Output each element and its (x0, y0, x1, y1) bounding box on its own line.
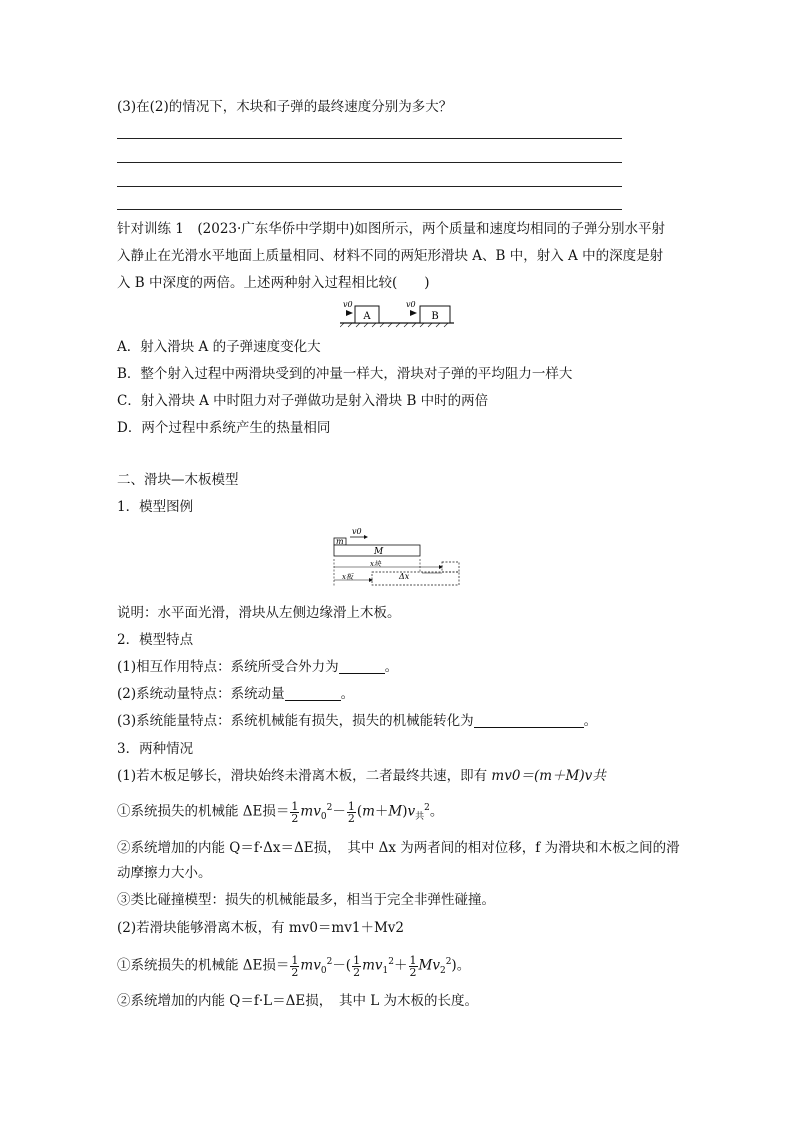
item-1-heading: 1．模型图例 (117, 499, 194, 515)
section-heading: 二、滑块—木板模型 (117, 472, 239, 488)
item-3-heading: 3．两种情况 (117, 741, 194, 757)
case-1: (1)若木板足够长，滑块始终未滑离木板，二者最终共速，即有 mv0＝(m＋M)v共 (117, 768, 606, 784)
answer-line (117, 138, 622, 139)
training-line-1: 针对训练 1 (2023·广东华侨中学期中)如图所示，两个质量和速度均相同的子弹分别水平射 (117, 221, 666, 237)
fill-blank[interactable] (285, 686, 341, 701)
m-label: m (336, 537, 344, 546)
fill-blank[interactable] (474, 713, 584, 728)
x-block-label: x块 (370, 560, 381, 568)
training-line-3: 入 B 中深度的两倍。上述两种射入过程相比较( ) (117, 275, 430, 291)
case-2-energy-loss: ①系统损失的机械能 ΔE损＝ $\frac{1}{2}$ $mv_0^2-$( $\frac{1}{2}$ $mv_1^2+$ $\frac{1}{2}$ $Mv_2^2$)。 (117, 953, 471, 979)
fraction: $\frac{1}{2}$ (291, 953, 299, 979)
case-2: (2)若滑块能够滑离木板，有 mv0＝mv1＋Mv2 (117, 920, 404, 936)
item-2-heading: 2．模型特点 (117, 632, 194, 648)
bullet-blocks-figure (340, 298, 456, 328)
feature-3: (3)系统能量特点：系统机械能有损失，损失的机械能转化为 。 (117, 713, 598, 729)
option-d: D．两个过程中系统产生的热量相同 (117, 420, 331, 436)
M-label: M (374, 547, 384, 557)
case-1-analogy: ③类比碰撞模型：损失的机械能最多，相当于完全非弹性碰撞。 (117, 892, 495, 908)
question-3-text: (3)在(2)的情况下，木块和子弹的最终速度分别为多大？ (117, 99, 453, 115)
figure-note: 说明：水平面光滑，滑块从左侧边缘滑上木板。 (117, 605, 401, 621)
v0-label: v0 (352, 527, 362, 536)
case-1-internal-energy-cont: 动摩擦力大小。 (117, 865, 212, 881)
fraction: $\frac{1}{2}$ (347, 799, 355, 825)
feature-1: (1)相互作用特点：系统所受合外力为 。 (117, 659, 399, 675)
fraction: $\frac{1}{2}$ (291, 799, 299, 825)
option-a: A．射入滑块 A 的子弹速度变化大 (117, 339, 321, 355)
option-b: B．整个射入过程中两滑块受到的冲量一样大，滑块对子弹的平均阻力一样大 (117, 366, 573, 382)
block-a-label: A (363, 311, 371, 322)
case-1-internal-energy: ②系统增加的内能 Q＝f·Δx＝ΔE损， 其中 Δx 为两者间的相对位移，f 为滑块和木板之间的滑 (117, 840, 680, 856)
slider-board-figure (330, 525, 466, 591)
answer-line (117, 186, 622, 187)
velocity-label-b: v0 (406, 300, 416, 309)
case-1-energy-loss: ①系统损失的机械能 ΔE损＝ $\frac{1}{2}$ $mv_0^2-$ $\frac{1}{2}$ $(m+M)v_共^2$。 (117, 799, 444, 825)
feature-2: (2)系统动量特点：系统动量 。 (117, 686, 355, 702)
velocity-label-a: v0 (343, 300, 353, 309)
option-c: C．射入滑块 A 中时阻力对子弹做功是射入滑块 B 中时的两倍 (117, 393, 489, 409)
x-board-label: x板 (342, 573, 353, 581)
fraction: $\frac{1}{2}$ (353, 953, 361, 979)
fraction: $\frac{1}{2}$ (409, 953, 417, 979)
answer-line (117, 209, 622, 210)
fill-blank[interactable] (339, 659, 385, 674)
block-b-label: B (431, 311, 439, 322)
case-2-internal-energy: ②系统增加的内能 Q＝f·L＝ΔE损， 其中 L 为木板的长度。 (117, 993, 479, 1009)
dx-label: Δx (399, 572, 410, 581)
training-line-2: 入静止在光滑水平地面上质量相同、材料不同的两矩形滑块 A、B 中，射入 A 中的深度是射 (117, 248, 664, 264)
answer-line (117, 162, 622, 163)
